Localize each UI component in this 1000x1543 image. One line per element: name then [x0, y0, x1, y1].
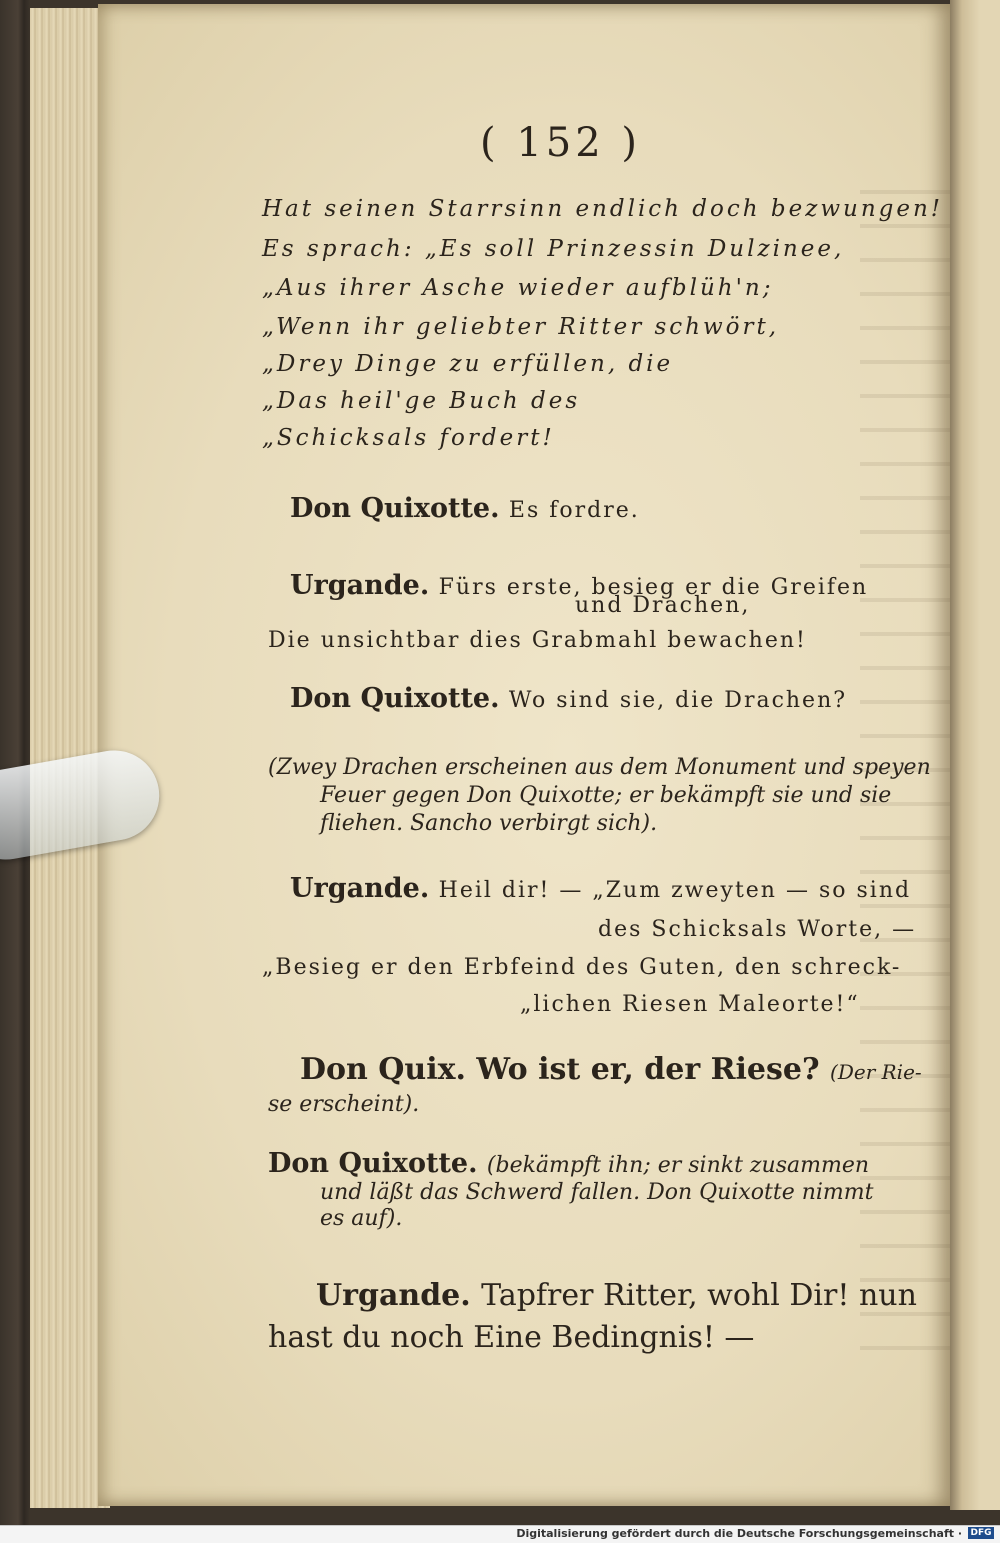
stage-direction: Feuer gegen Don Quixotte; er bekämpft sie und sie — [320, 783, 892, 808]
stage-direction: (Zwey Drachen erscheinen aus dem Monument und speyen — [268, 755, 931, 780]
verse-line: „Aus ihrer Asche wieder aufblüh'n; — [262, 275, 774, 301]
facing-page-edge — [950, 0, 1000, 1510]
speech-line: Die unsichtbar dies Grabmahl bewachen! — [268, 628, 807, 653]
verse-line: Es sprach: „Es soll Prinzessin Dulzinee, — [262, 236, 845, 262]
verse-line: „Wenn ihr geliebter Ritter schwört, — [262, 314, 780, 340]
speaker-line — [268, 1148, 869, 1179]
speech-line: hast du noch Eine Bedingnis! — — [268, 1320, 755, 1355]
page-number: ( 152 ) — [480, 120, 641, 166]
verse-line: „Drey Dinge zu erfüllen, die — [262, 351, 674, 377]
speaker-line — [316, 1278, 917, 1313]
speaker-name: Don Quixotte. — [290, 683, 500, 714]
speech-continuation: des Schicksals Worte, — — [598, 917, 917, 942]
dfg-logo: DFG — [968, 1527, 994, 1539]
speaker-name: Urgande. — [290, 570, 430, 601]
speech-text: Tapfrer Ritter, wohl Dir! nun — [481, 1278, 917, 1313]
stage-direction: fliehen. Sancho verbirgt sich). — [320, 811, 658, 836]
speech-text: Wo ist er, der Riese? — [476, 1052, 820, 1087]
speaker-line — [290, 493, 640, 524]
stage-direction: (Der Rie- — [830, 1060, 922, 1084]
stage-direction: es auf). — [320, 1206, 403, 1231]
verse-line: Hat seinen Starrsinn endlich doch bezwungen! — [262, 196, 944, 222]
speaker-line — [300, 1052, 922, 1087]
digitization-credit: Digitalisierung gefördert durch die Deutsche Forschungsgemeinschaft · — [516, 1527, 962, 1540]
stage-direction: und läßt das Schwerd fallen. Don Quixotte nimmt — [320, 1180, 874, 1205]
verse-line: „Das heil'ge Buch des — [262, 388, 581, 414]
speech-line: „lichen Riesen Maleorte!“ — [520, 992, 860, 1017]
speaker-name: Urgande. — [316, 1278, 471, 1313]
speaker-name: Don Quixotte. — [290, 493, 500, 524]
speaker-line — [290, 683, 847, 714]
stage-direction: se erscheint). — [268, 1092, 420, 1117]
stage-direction: (bekämpft ihn; er sinkt zusammen — [486, 1153, 870, 1178]
speech-text: Fürs erste, besieg er die Greifen — [438, 575, 869, 600]
speech-text: Es fordre. — [508, 498, 640, 523]
speaker-name: Don Quixotte. — [268, 1148, 478, 1179]
speech-line: „Besieg er den Erbfeind des Guten, den schreck- — [262, 955, 902, 980]
speaker-line — [290, 873, 911, 904]
speaker-name: Urgande. — [290, 873, 430, 904]
speech-text: Wo sind sie, die Drachen? — [508, 688, 848, 713]
verse-line: „Schicksals fordert! — [262, 425, 555, 451]
speaker-name: Don Quix. — [300, 1052, 466, 1087]
speech-continuation: und Drachen, — [575, 593, 751, 618]
speech-text: Heil dir! — „Zum zweyten — so sind — [438, 878, 912, 903]
